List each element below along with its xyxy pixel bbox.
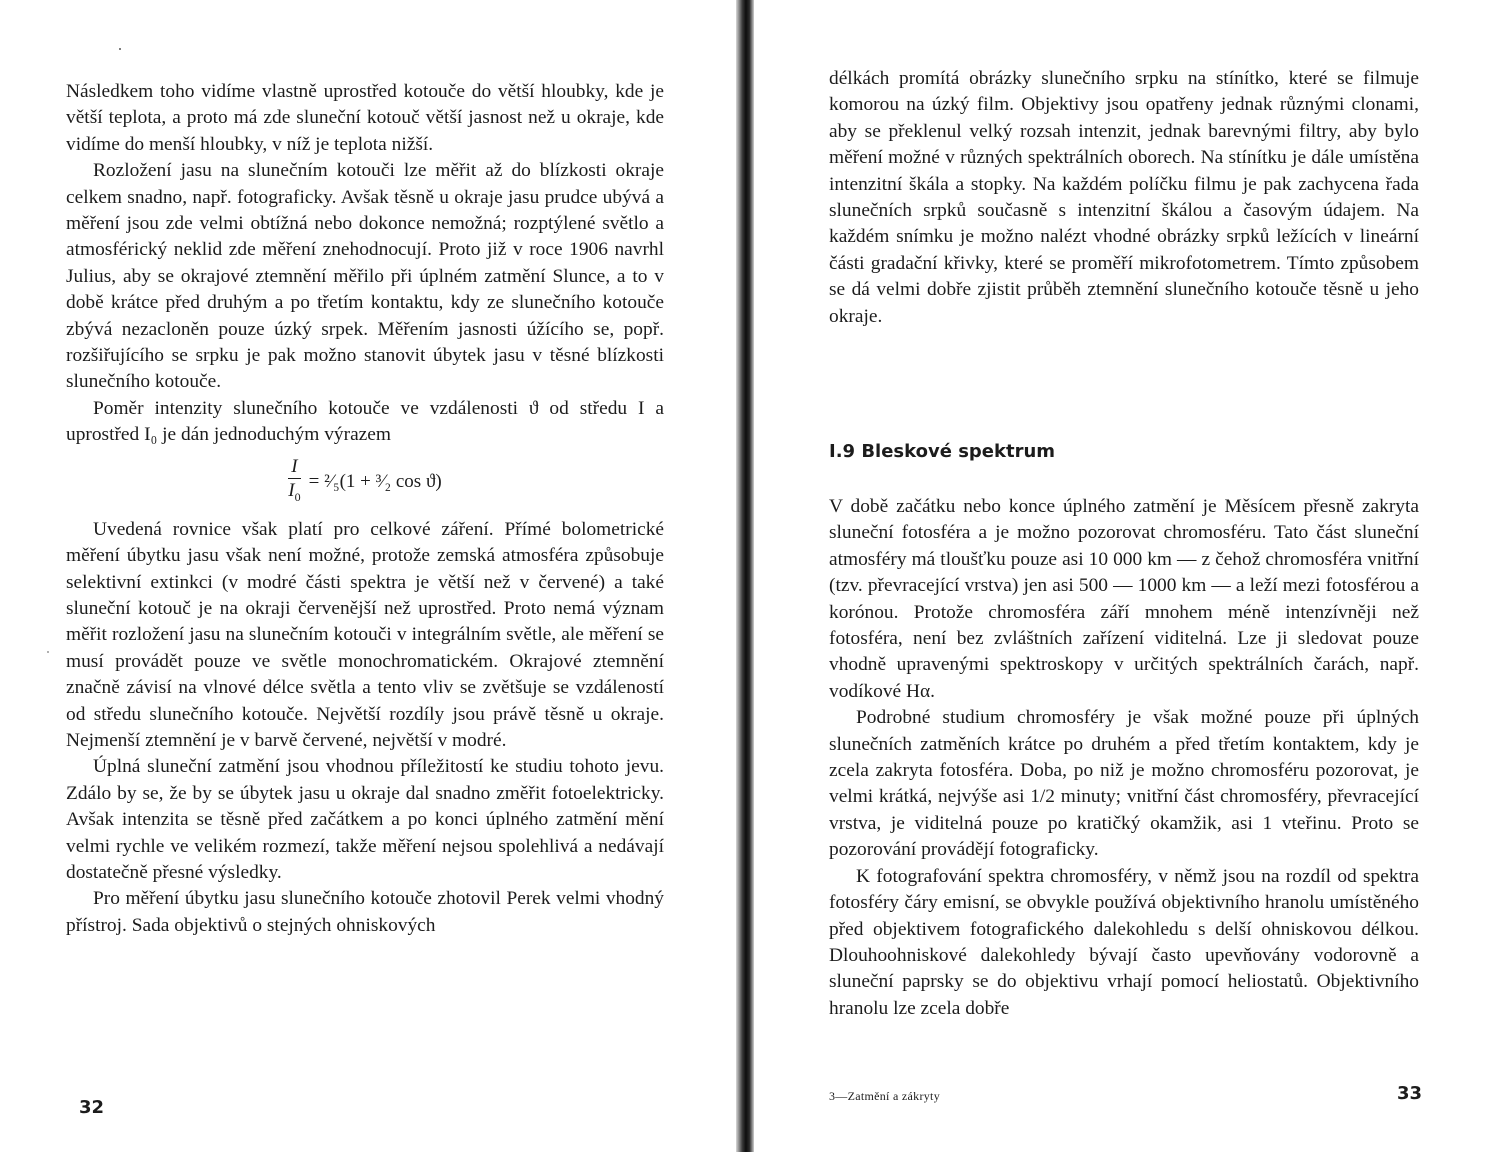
formula-denominator: $I_0$ — [288, 480, 301, 505]
formula-numerator: I — [288, 456, 300, 479]
paragraph: Podrobné studium chromosféry je však možné pouze při úplných slunečních zatměních krátce po druhém a před třetím kontaktem, kdy je zcela zakryta fotosféra. Doba, po niž je možno chromosféru pozorovat, je velmi krátká, nejvýše asi 1/2 minuty; vnitřní část chromosféry, převracející vrstva, je viditelná pouze po kratičký okamžik, asi 1 vteřinu. Proto se pozorování provádějí fotograficky. — [829, 707, 1419, 861]
paragraph: délkách promítá obrázky slunečního srpku na stínítko, které se filmuje komorou na úzký film. Objektivy jsou opatřeny jednak různými clonami, aby se překlenul velký rozsah intenzit, jednak barevnými filtry, aby bylo měření možné v různých spektrálních oborech. Na stínítku je dále umístěna intenzitní škála a stopky. Na každém políčku filmu je pak zachycena řada slunečních srpků současně s intenzitní škálou a časovým údajem. Na každém snímku je možno nalézt vhodné obrázky srpků ležících v lineární části gradační křivky, které se proměří mikrofotometrem. Tímto způsobem se dá velmi dobře zjistit průběh ztemnění slunečního kotouče těsně u jeho okraje. — [829, 68, 1419, 327]
paragraph-formula-intro: Poměr intenzity slunečního kotouče ve vzdálenosti ϑ od středu I a uprostřed I₀ je dán jednoduchým výrazem — [66, 397, 664, 446]
right-page-continuation — [829, 66, 1419, 330]
paragraph: V době začátku nebo konce úplného zatmění je Měsícem přesně zakryta sluneční fotosféra a je možno pozorovat chromosféru. Tato část sluneční atmosféry má tloušťku pouze asi 10 000 km — z čehož chromosféra vnitřní (tzv. převracející vrstva) jen asi 500 — 1000 km — a leží mezi fotosférou a korónou. Protože chromosféra září mnohem méně intenzívněji než fotosféra, není bez zvláštních zařízení viditelná. Lze ji sledovat pouze vhodně upravenými spektroskopy v určitých spektrálních čarách, např. vodíkové Hα. — [829, 496, 1419, 702]
paragraph: K fotografování spektra chromosféry, v němž jsou na rozdíl od spektra fotosféry čáry emisní, se obvykle používá objektivního hranolu umístěného před objektivem fotografického dalekohledu s delší ohniskovou délkou. Dlouhoohniskové dalekohledy bývají často upevňovány vodorovně a sluneční paprsky se do objektivu vrhají pomocí heliostatů. Objektivního hranolu lze zcela dobře — [829, 865, 1419, 1019]
book-spine — [736, 0, 754, 1152]
right-page-section-body — [829, 494, 1419, 1022]
formula-fraction — [288, 456, 300, 509]
left-page-body — [66, 79, 664, 939]
paragraph: Úplná sluneční zatmění jsou vhodnou příležitostí ke studiu tohoto jevu. Zdálo by se, že by se úbytek jasu u okraje dal snadno změřit fotoelektricky. Avšak intenzita se těsně před začátkem a po konci úplného zatmění mění velmi rychle ve velikém rozmezí, takže měření nejsou spolehlivá a nedávají dostatečně přesné výsledky. — [66, 756, 664, 883]
paragraph: Následkem toho vidíme vlastně uprostřed kotouče do větší hloubky, kde je větší teplota, a proto má zde sluneční kotouč větší jasnost než u okraje, kde vidíme do menší hloubky, v níž je teplota nižší. — [66, 81, 664, 155]
paragraph: Pro měření úbytku jasu slunečního kotouče zhotovil Perek velmi vhodný přístroj. Sada objektivů o stejných ohniskových — [66, 888, 664, 936]
formula-right-side: = ²⁄₅(1 + ³⁄₂ cos ϑ) — [308, 471, 442, 493]
signature-note: 3—Zatmění a zákryty — [829, 1089, 940, 1103]
paragraph: Uvedená rovnice však platí pro celkové záření. Přímé bolometrické měření úbytku jasu však není možné, protože zemská atmosféra způsobuje selektivní extinkci (v modré části spektra je větší než v červené) a také sluneční kotouč je na okraji červenější než uprostřed. Proto nemá význam měřit rozložení jasu na slunečním kotouči v integrálním světle, ale měření se musí provádět pouze ve světle monochromatickém. Okrajové ztemnění značně závisí na vlnové délce světla a tento vliv se zvětšuje se vzdáleností od středu slunečního kotouče. Největší rozdíly jsou právě těsně u okraje. Nejmenší ztemnění je v barvě červené, největší v modré. — [66, 518, 664, 751]
right-page — [754, 0, 1506, 1152]
left-page — [0, 0, 736, 1152]
page-number: 33 — [1397, 1083, 1423, 1104]
print-speck — [119, 48, 121, 50]
section-heading: I.9 Bleskové spektrum — [829, 441, 1056, 462]
print-speck — [47, 651, 49, 653]
limb-darkening-formula — [66, 453, 664, 513]
paragraph: Rozložení jasu na slunečním kotouči lze měřit až do blízkosti okraje celkem snadno, např. fotograficky. Avšak těsně u okraje jasu prudce ubývá a měření jsou zde velmi obtížná nebo dokonce nemožná; rozptýlené světlo a atmosférický neklid zde měření znehodnocují. Proto již v roce 1906 navrhl Julius, aby se okrajové ztemnění měřilo při úplném zatmění Slunce, a to v době krátce před druhým a po třetím kontaktu, kdy ze slunečního kotouče zbývá nezacloněn pouze úzký srpek. Měřením jasnosti úžícího se, popř. rozšiřujícího se srpku je pak možno stanovit úbytek jasu v těsné blízkosti slunečního kotouče. — [66, 160, 664, 393]
page-number: 32 — [79, 1097, 105, 1118]
